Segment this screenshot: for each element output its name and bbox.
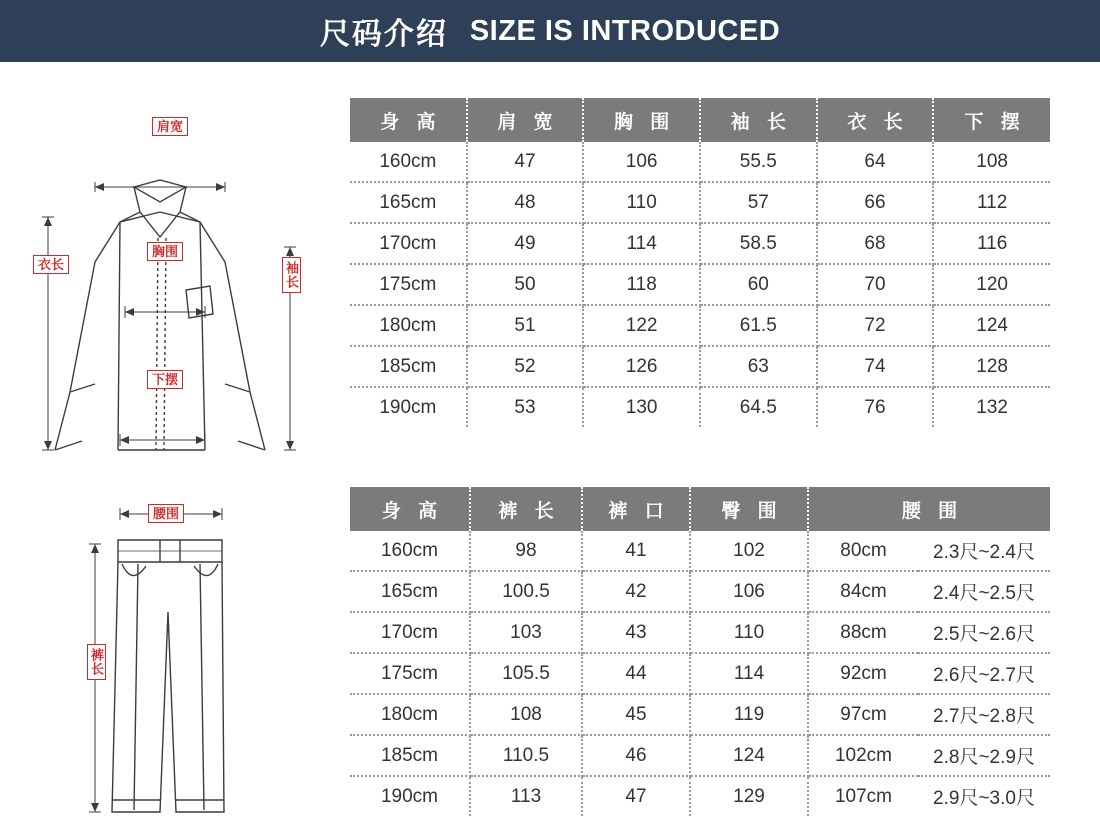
cell-chest: 130 — [583, 387, 700, 427]
th-pant-opening: 裤 口 — [582, 487, 690, 531]
cell-waist-cm: 92cm — [808, 653, 918, 694]
cell-waist-chi: 2.3尺~2.4尺 — [918, 531, 1050, 571]
th-hem: 下 摆 — [933, 98, 1050, 142]
cell-pant-length: 110.5 — [470, 735, 582, 776]
cell-sleeve: 64.5 — [700, 387, 817, 427]
table-row — [350, 346, 1050, 387]
cell-hem: 128 — [933, 346, 1050, 387]
cell-sleeve: 60 — [700, 264, 817, 305]
table-row — [350, 653, 1050, 694]
jacket-label-hem: 下摆 — [147, 370, 183, 389]
cell-sleeve: 58.5 — [700, 223, 817, 264]
cell-height: 180cm — [350, 694, 470, 735]
table-row — [350, 612, 1050, 653]
table-row — [350, 387, 1050, 427]
cell-length: 74 — [817, 346, 934, 387]
cell-waist-cm: 102cm — [808, 735, 918, 776]
cell-height: 185cm — [350, 346, 467, 387]
cell-hip: 129 — [690, 776, 808, 816]
cell-height: 165cm — [350, 571, 470, 612]
cell-pant-opening: 43 — [582, 612, 690, 653]
pants-label-waist: 腰围 — [148, 504, 184, 523]
page-header — [0, 0, 1100, 62]
cell-hem: 116 — [933, 223, 1050, 264]
table-row — [350, 694, 1050, 735]
jacket-figure — [0, 62, 340, 452]
cell-hem: 112 — [933, 182, 1050, 223]
cell-hem: 108 — [933, 142, 1050, 182]
table-row — [350, 531, 1050, 571]
cell-sleeve: 61.5 — [700, 305, 817, 346]
pants-section — [0, 452, 1100, 837]
cell-height: 160cm — [350, 142, 467, 182]
table-row — [350, 776, 1050, 816]
th-hip: 臀 围 — [690, 487, 808, 531]
cell-shoulder: 50 — [467, 264, 584, 305]
cell-pant-opening: 45 — [582, 694, 690, 735]
cell-sleeve: 57 — [700, 182, 817, 223]
page-title-cn: 尺码介绍 — [319, 18, 448, 51]
cell-waist-chi: 2.5尺~2.6尺 — [918, 612, 1050, 653]
cell-hip: 102 — [690, 531, 808, 571]
table-header-row — [350, 487, 1050, 531]
pants-figure — [0, 452, 340, 837]
cell-shoulder: 49 — [467, 223, 584, 264]
jacket-label-chest: 胸围 — [147, 242, 183, 261]
pants-label-length: 裤长 — [87, 644, 106, 680]
cell-hip: 119 — [690, 694, 808, 735]
cell-chest: 110 — [583, 182, 700, 223]
cell-height: 175cm — [350, 264, 467, 305]
table-row — [350, 305, 1050, 346]
cell-hip: 124 — [690, 735, 808, 776]
cell-pant-opening: 46 — [582, 735, 690, 776]
cell-shoulder: 48 — [467, 182, 584, 223]
cell-hem: 124 — [933, 305, 1050, 346]
th-length: 衣 长 — [817, 98, 934, 142]
th-chest: 胸 围 — [583, 98, 700, 142]
cell-pant-length: 98 — [470, 531, 582, 571]
cell-pant-opening: 41 — [582, 531, 690, 571]
cell-height: 190cm — [350, 776, 470, 816]
cell-sleeve: 55.5 — [700, 142, 817, 182]
table-row — [350, 142, 1050, 182]
cell-length: 76 — [817, 387, 934, 427]
cell-pant-length: 113 — [470, 776, 582, 816]
jacket-section — [0, 62, 1100, 452]
table-header-row — [350, 98, 1050, 142]
cell-pant-length: 105.5 — [470, 653, 582, 694]
cell-height: 185cm — [350, 735, 470, 776]
cell-pant-length: 100.5 — [470, 571, 582, 612]
cell-waist-chi: 2.7尺~2.8尺 — [918, 694, 1050, 735]
jacket-table-column — [340, 62, 1100, 452]
cell-shoulder: 51 — [467, 305, 584, 346]
page-title-en: SIZE IS INTRODUCED — [469, 14, 781, 47]
cell-waist-chi: 2.8尺~2.9尺 — [918, 735, 1050, 776]
cell-height: 170cm — [350, 612, 470, 653]
cell-length: 66 — [817, 182, 934, 223]
cell-chest: 126 — [583, 346, 700, 387]
cell-hem: 132 — [933, 387, 1050, 427]
cell-shoulder: 52 — [467, 346, 584, 387]
cell-chest: 114 — [583, 223, 700, 264]
cell-chest: 122 — [583, 305, 700, 346]
jacket-label-sleeve: 袖长 — [282, 257, 301, 293]
table-row — [350, 571, 1050, 612]
th-waist: 腰 围 — [808, 487, 1050, 531]
cell-pant-opening: 44 — [582, 653, 690, 694]
cell-waist-chi: 2.6尺~2.7尺 — [918, 653, 1050, 694]
cell-height: 160cm — [350, 531, 470, 571]
th-height: 身 高 — [350, 487, 470, 531]
cell-waist-cm: 97cm — [808, 694, 918, 735]
cell-height: 180cm — [350, 305, 467, 346]
cell-hem: 120 — [933, 264, 1050, 305]
cell-chest: 106 — [583, 142, 700, 182]
cell-length: 70 — [817, 264, 934, 305]
cell-shoulder: 53 — [467, 387, 584, 427]
cell-length: 68 — [817, 223, 934, 264]
cell-waist-chi: 2.4尺~2.5尺 — [918, 571, 1050, 612]
cell-waist-cm: 80cm — [808, 531, 918, 571]
table-row — [350, 223, 1050, 264]
cell-hip: 114 — [690, 653, 808, 694]
cell-hip: 106 — [690, 571, 808, 612]
th-pant-length: 裤 长 — [470, 487, 582, 531]
table-row — [350, 182, 1050, 223]
cell-height: 165cm — [350, 182, 467, 223]
cell-length: 72 — [817, 305, 934, 346]
table-row — [350, 264, 1050, 305]
pants-size-table — [350, 487, 1050, 816]
th-shoulder: 肩 宽 — [467, 98, 584, 142]
cell-chest: 118 — [583, 264, 700, 305]
cell-waist-chi: 2.9尺~3.0尺 — [918, 776, 1050, 816]
cell-length: 64 — [817, 142, 934, 182]
th-sleeve: 袖 长 — [700, 98, 817, 142]
jacket-size-table — [350, 98, 1050, 427]
cell-waist-cm: 88cm — [808, 612, 918, 653]
cell-pant-length: 103 — [470, 612, 582, 653]
cell-pant-length: 108 — [470, 694, 582, 735]
th-height: 身 高 — [350, 98, 467, 142]
cell-shoulder: 47 — [467, 142, 584, 182]
cell-hip: 110 — [690, 612, 808, 653]
cell-pant-opening: 47 — [582, 776, 690, 816]
cell-height: 175cm — [350, 653, 470, 694]
cell-height: 190cm — [350, 387, 467, 427]
cell-height: 170cm — [350, 223, 467, 264]
cell-pant-opening: 42 — [582, 571, 690, 612]
table-row — [350, 735, 1050, 776]
jacket-label-shoulder: 肩宽 — [152, 117, 188, 136]
cell-waist-cm: 84cm — [808, 571, 918, 612]
jacket-label-length: 衣长 — [33, 255, 69, 274]
pants-table-column — [340, 452, 1100, 837]
cell-waist-cm: 107cm — [808, 776, 918, 816]
cell-sleeve: 63 — [700, 346, 817, 387]
